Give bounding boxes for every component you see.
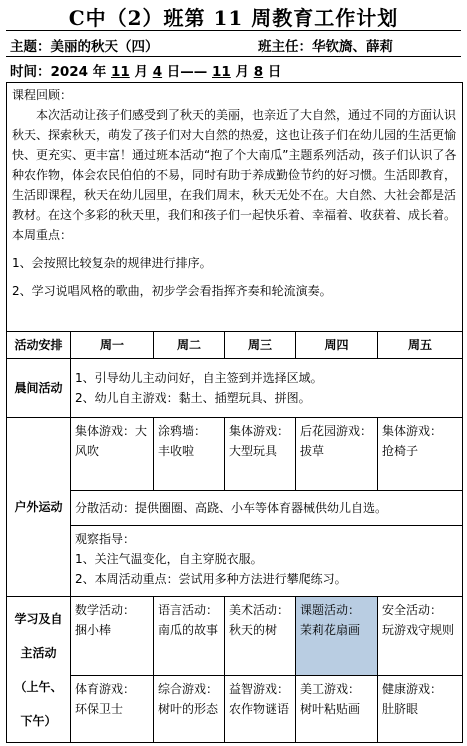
- day-header-wed: 周三: [225, 332, 296, 359]
- game-name: 丰收啦: [158, 444, 195, 458]
- game-type: 集体游戏：: [75, 424, 136, 438]
- study-row1-thu-highlighted: [296, 597, 378, 676]
- time-line: [10, 60, 281, 80]
- outdoor-game-fri: [378, 418, 463, 491]
- plan-table: [6, 82, 463, 743]
- activity-name: 捆小棒: [75, 623, 112, 637]
- time-start-month: 11: [110, 64, 130, 80]
- outdoor-game-mon: [71, 418, 154, 491]
- activity-type: 益智游戏：: [229, 682, 290, 696]
- study-label-line-3: （上午、: [14, 679, 63, 694]
- study-label-line-1: 学习及自: [14, 611, 63, 626]
- activity-type: 数学活动：: [75, 603, 136, 617]
- game-name: 拔草: [300, 444, 325, 458]
- study-row1-fri: [378, 597, 463, 676]
- outdoor-game-wed: [225, 418, 296, 491]
- study-row2-wed: [225, 676, 296, 743]
- day-header-tue: 周二: [154, 332, 225, 359]
- day-header-thu: 周四: [296, 332, 378, 359]
- focus-item-1: 1、会按照比较复杂的规律进行排序。: [12, 256, 212, 270]
- time-month-char-1: 月: [134, 64, 148, 80]
- activity-type: 安全活动：: [382, 603, 443, 617]
- time-day-dash: 日——: [166, 64, 208, 80]
- activity-name: 树叶的形态: [158, 702, 219, 716]
- time-year: 2024 年: [50, 64, 107, 80]
- study-label: [7, 597, 71, 743]
- page-title: C中（2）班第 11 周教育工作计划: [68, 6, 399, 30]
- study-row2-thu: [296, 676, 378, 743]
- observation-heading: 观察指导：: [75, 532, 136, 546]
- activity-type: 语言活动：: [158, 603, 219, 617]
- observation-item-1: 1、关注气温变化，自主穿脱衣服。: [75, 552, 263, 566]
- activity-type: 综合游戏：: [158, 682, 219, 696]
- activity-type: 美工游戏：: [300, 682, 361, 696]
- morning-label: 晨间活动: [7, 359, 71, 418]
- outdoor-split-activity: 分散活动：提供圈圈、高跷、小车等体育器械供幼儿自选。: [71, 491, 463, 526]
- outdoor-label: 户外运动: [7, 418, 71, 597]
- time-month-char-2: 月: [235, 64, 249, 80]
- teacher-value: 华钦旖、薛莉: [312, 39, 393, 55]
- game-type: 集体游戏：: [382, 424, 443, 438]
- study-row2-mon: [71, 676, 154, 743]
- theme-line: [10, 35, 159, 55]
- observation-item-2: 2、本周活动重点：尝试用多种方法进行攀爬练习。: [75, 572, 347, 586]
- game-name: 大风吹: [75, 424, 148, 458]
- morning-line-1: 1、引导幼儿主动问好，自主签到并选择区域。: [75, 371, 323, 385]
- game-type: 集体游戏：: [229, 424, 290, 438]
- game-type: 涂鸦墙：: [158, 424, 207, 438]
- activity-name: 玩游戏守规则: [382, 623, 455, 637]
- study-row1-tue: [154, 597, 225, 676]
- review-heading: 课程回顾：: [12, 88, 73, 102]
- activity-type: 体育游戏：: [75, 682, 136, 696]
- morning-line-2: 2、幼儿自主游戏：黏土、插塑玩具、拼图。: [75, 391, 311, 405]
- arrange-header: 活动安排: [7, 332, 71, 359]
- focus-item-2: 2、学习说唱风格的歌曲，初步学会看指挥齐奏和轮流演奏。: [12, 284, 332, 298]
- day-header-fri: 周五: [378, 332, 463, 359]
- time-end-day: 8: [253, 64, 264, 80]
- activity-type: 课题活动：: [300, 603, 361, 617]
- review-cell: [7, 83, 463, 332]
- study-label-line-4: 下午）: [20, 713, 57, 728]
- activity-name: 肚脐眼: [382, 702, 419, 716]
- theme-value: 美丽的秋天（四）: [50, 39, 159, 55]
- activity-name: 农作物谜语: [229, 702, 290, 716]
- activity-name: 南瓜的故事: [158, 623, 219, 637]
- time-start-day: 4: [152, 64, 163, 80]
- outdoor-game-thu: [296, 418, 378, 491]
- focus-heading: 本周重点：: [12, 228, 73, 242]
- outdoor-game-tue: [154, 418, 225, 491]
- morning-cell: [71, 359, 463, 418]
- activity-name: 秋天的树: [229, 623, 278, 637]
- outdoor-observation: [71, 526, 463, 597]
- game-name: 大型玩具: [229, 444, 278, 458]
- activity-name: 茉莉花扇画: [300, 623, 361, 637]
- day-header-mon: 周一: [71, 332, 154, 359]
- game-type: 后花园游戏：: [300, 424, 373, 438]
- game-name: 抢椅子: [382, 444, 419, 458]
- activity-type: 美术活动：: [229, 603, 290, 617]
- teacher-label: 班主任：: [258, 39, 312, 55]
- study-row1-mon: [71, 597, 154, 676]
- review-paragraph: 本次活动让孩子们感受到了秋天的美丽，也亲近了大自然，通过不同的方面认识秋天、探索秋天，萌发了孩子们对大自然的热爱，这也让孩子们在幼儿园的生活更愉快、更充实、更丰富！通过班本活动“抱了个大南瓜”主题系列活动，孩子们认识了各种农作物，体会农民伯伯的不易，同时有助于养成勤俭节约的好习惯。生活即教育，生活即课程，秋天在幼儿园里，在我们周末，秋天无处不在。大自然、大社会都是活教材。在这个多彩的秋天里，我们和孩子们一起快乐着、幸福着、收获着、成长着。: [12, 108, 457, 222]
- study-row2-tue: [154, 676, 225, 743]
- time-day-char: 日: [267, 64, 282, 80]
- teacher-line: [258, 35, 393, 55]
- time-end-month: 11: [212, 64, 231, 80]
- activity-name: 树叶粘贴画: [300, 702, 361, 716]
- title-divider: [6, 30, 461, 31]
- study-label-line-2: 主活动: [20, 645, 57, 660]
- study-row1-wed: [225, 597, 296, 676]
- theme-label: 主题：: [10, 39, 51, 55]
- study-row2-fri: [378, 676, 463, 743]
- activity-name: 环保卫士: [75, 702, 124, 716]
- info-divider: [6, 56, 461, 57]
- activity-type: 健康游戏：: [382, 682, 443, 696]
- time-label: 时间：: [10, 64, 51, 80]
